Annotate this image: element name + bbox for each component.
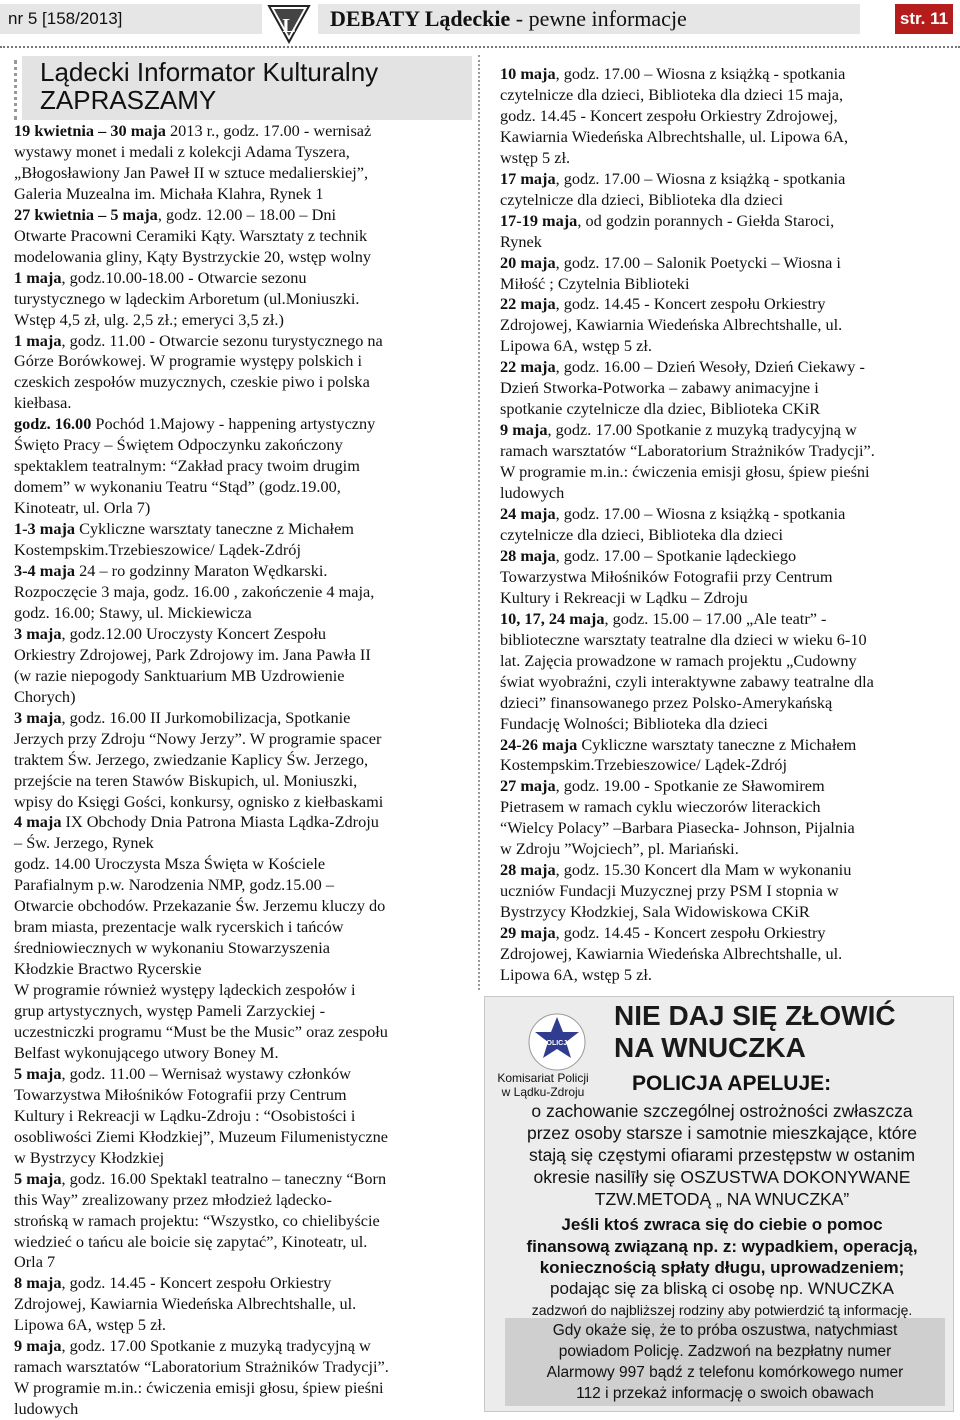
event-text: uczniów Fundacji Muzycznej przy PSM I stopnia w	[500, 881, 839, 901]
event-text: Bystrzycy Kłodzkiej, Sala Widowiskowa CKiR	[500, 902, 810, 922]
event-text: , godz. 17.00 Spotkanie z muzyką tradycyjną w	[61, 1336, 371, 1356]
event-text: – Św. Jerzego, Rynek	[14, 833, 154, 853]
event-line	[14, 1022, 474, 1043]
event-text: Galeria Muzealna im. Michała Klahra, Rynek 1	[14, 183, 324, 203]
event-line	[500, 881, 948, 902]
event-line	[14, 1169, 474, 1190]
event-date: 19 kwietnia – 30 maja	[14, 121, 166, 140]
event-text: godz. 14.45 - Koncert zespołu Orkiestry Zdrojowej,	[500, 105, 838, 125]
event-line	[500, 630, 948, 651]
event-line	[14, 1064, 474, 1085]
event-date: 28 maja	[500, 860, 556, 880]
event-line	[14, 561, 474, 582]
event-date: 1 maja	[14, 330, 62, 350]
event-text: czytelnicze dla dzieci, Biblioteka dla dzieci 15 maja,	[500, 84, 844, 104]
event-date: 29 maja	[500, 923, 556, 943]
event-text: Belfast wykonującego utwory Boney M.	[14, 1042, 279, 1062]
event-line	[14, 205, 474, 226]
event-line	[500, 902, 948, 923]
title-line-1: Lądecki Informator Kulturalny	[40, 57, 379, 87]
event-date: 1 maja	[14, 267, 62, 287]
event-text: , godz. 14.45 - Koncert zespołu Orkiestry	[555, 294, 826, 314]
poster-apel: POLICJA APELUJE:	[632, 1072, 832, 1095]
event-line	[14, 875, 474, 896]
event-text: Orkiestry Zdrojowej, Park Zdrojowy im. Jana Pawła II	[14, 644, 371, 664]
event-line	[500, 462, 948, 483]
event-text: Pochód 1.Majowy - happening artystyczny	[91, 414, 376, 434]
event-date: 3-4 maja	[14, 561, 76, 581]
event-line	[500, 85, 948, 106]
event-text: Towarzystwa Miłośników Fotografii przy Centrum	[500, 566, 833, 586]
event-text: ludowych	[500, 483, 565, 503]
event-line	[500, 735, 948, 756]
event-text: świat wyobraźni, czyli interaktywne zabawy teatralne dla	[500, 671, 874, 691]
event-line	[500, 923, 948, 944]
event-text: Chorych)	[14, 686, 76, 706]
event-text: Miłość ; Czytelnia Biblioteki	[500, 273, 690, 293]
paper-title	[318, 4, 860, 34]
event-line	[14, 1315, 474, 1336]
event-line	[14, 959, 474, 980]
event-text: “Wielcy Polacy” –Barbara Piasecka- Johnson, Pijalnia	[500, 818, 855, 838]
event-text: Fundację Wolności; Biblioteka dla dzieci	[500, 713, 768, 733]
event-line	[14, 163, 474, 184]
event-text: wiedzieć o tańcu ale boicie się zapytać”, Kinoteatr, ul.	[14, 1231, 368, 1251]
event-line	[500, 232, 948, 253]
event-line	[500, 378, 948, 399]
event-date: 27 maja	[500, 776, 556, 796]
event-text: Kłodzkie Bractwo Rycerskie	[14, 959, 202, 979]
poster-footer-line: powiadom Policję. Zadzwoń na bezpłatny numer	[558, 1343, 892, 1360]
event-line	[14, 854, 474, 875]
event-line	[14, 1211, 474, 1232]
event-text: osobliwości Ziemi Kłodzkiej”, Muzeum Filumenistyczne	[14, 1126, 388, 1146]
event-line	[14, 310, 474, 331]
poster-body-line: o zachowanie szczególnej ostrożności zwłaszcza	[531, 1101, 913, 1121]
event-line	[14, 708, 474, 729]
event-text: Kawiarnia Wiedeńska Albrechtshalle, ul. Lipowa 6A,	[500, 126, 849, 146]
event-date: godz. 16.00	[14, 414, 92, 434]
event-date: 9 maja	[14, 1336, 62, 1356]
event-text: godz. 14.00 Uroczysta Msza Święta w Kościele	[14, 854, 326, 874]
event-line	[14, 414, 474, 435]
event-text: bram miasta, prezentacje walk rycerskich i tańców	[14, 917, 344, 937]
event-date: 9 maja	[500, 420, 548, 440]
event-line	[14, 1148, 474, 1169]
column-divider	[478, 55, 480, 990]
event-text: Święto Pracy – Świętem Odpoczynku zakończony	[14, 435, 343, 455]
event-line	[500, 525, 948, 546]
event-line	[500, 483, 948, 504]
event-line	[500, 839, 948, 860]
left-margin-dots	[14, 60, 17, 120]
event-date: 24-26 maja	[500, 734, 578, 754]
poster-warning-line: Jeśli ktoś zwraca się do ciebie o pomoc	[561, 1215, 883, 1234]
header-divider	[0, 46, 960, 48]
right-column-events	[500, 64, 948, 986]
event-text: modelowania gliny, Kąty Bystrzyckie 20, wstęp wolny	[14, 246, 372, 266]
event-date: 22 maja	[500, 294, 556, 314]
event-text: , godz. 17.00 – Salonik Poetycki – Wiosna i	[555, 252, 841, 272]
event-text: turystycznego w lądeckim Arboretum (ul.Moniuszki.	[14, 288, 360, 308]
event-line	[14, 1190, 474, 1211]
event-text: spektaklem teatralnym: “Zakład pracy twoim drugim	[14, 456, 360, 476]
police-badge-icon	[522, 1012, 592, 1072]
event-line	[14, 1378, 474, 1399]
event-text: Kostempskim.Trzebieszowice/ Lądek-Zdrój	[500, 755, 787, 775]
poster-body-line: stają się częstymi ofiarami przestępstw w ostanim	[528, 1145, 916, 1165]
event-line	[14, 142, 474, 163]
poster-footer-line: Alarmowy 997 bądź z telefonu komórkowego numer	[546, 1364, 904, 1381]
event-date: 17 maja	[500, 168, 556, 188]
event-text: średniowiecznych w wykonaniu Stowarzyszenia	[14, 938, 331, 958]
event-text: ramach warsztatów “Laboratorium Strażników Tradycji”.	[500, 441, 875, 461]
event-line	[500, 651, 948, 672]
event-line	[14, 1336, 474, 1357]
event-line	[14, 1001, 474, 1022]
event-date: 10, 17, 24 maja	[500, 608, 605, 628]
title-line-2: ZAPRASZAMY	[40, 85, 217, 115]
paper-name: DEBATY Lądeckie	[330, 6, 511, 31]
event-text: Zdrojowej, Kawiarnia Wiedeńska Albrechtshalle, ul.	[500, 315, 843, 335]
event-text: Cykliczne warsztaty taneczne z Michałem	[577, 734, 857, 754]
event-text: , godz. 14.45 - Koncert zespołu Orkiestry	[61, 1273, 332, 1293]
event-line	[500, 399, 948, 420]
event-text: Lipowa 6A, wstęp 5 zł.	[500, 336, 652, 356]
event-text: , godz. 12.00 – 18.00 – Dni	[157, 204, 336, 224]
poster-footer-line: Gdy okaże się, że to próba oszustwa, natychmiast	[552, 1322, 898, 1339]
event-text: traktem Św. Jerzego, zwiedzanie Kaplicy Św. Jerzego,	[14, 749, 369, 769]
event-line	[14, 1085, 474, 1106]
event-date: 22 maja	[500, 357, 556, 377]
event-line	[14, 812, 474, 833]
event-line	[14, 792, 474, 813]
poster-warning-line: finansową związaną np. z: wypadkiem, operacją,	[526, 1236, 918, 1256]
event-line	[14, 833, 474, 854]
event-text: , godz. 17.00 – Wiosna z książką - spotkania	[555, 64, 846, 83]
event-line	[14, 477, 474, 498]
badge-text: POLICJA	[541, 1040, 573, 1047]
event-line	[500, 211, 948, 232]
event-text: ludowych	[14, 1399, 79, 1419]
event-date: 3 maja	[14, 623, 62, 643]
event-line	[500, 274, 948, 295]
event-line	[14, 456, 474, 477]
event-text: 2013 r., godz. 17.00 - wernisaż	[165, 121, 372, 140]
event-line	[500, 253, 948, 274]
event-line	[500, 504, 948, 525]
event-text: Zdrojowej, Kawiarnia Wiedeńska Albrechtshalle, ul.	[500, 944, 843, 964]
event-line	[500, 588, 948, 609]
poster-body-line: TZW.METODĄ „ NA WNUCZKA”	[594, 1189, 850, 1209]
poster-body-line: przez osoby starsze i samotnie mieszkające, które	[526, 1123, 918, 1143]
event-text: , godz. 16.00 Spektakl teatralno – taneczny “Born	[61, 1168, 387, 1188]
section-title	[40, 58, 470, 114]
event-line	[500, 567, 948, 588]
event-line	[500, 672, 948, 693]
event-text: , godz. 19.00 - Spotkanie ze Sławomirem	[555, 776, 825, 796]
event-line	[500, 190, 948, 211]
event-text: , godz.10.00-18.00 - Otwarcie sezonu	[61, 267, 307, 287]
event-line	[500, 714, 948, 735]
event-text: this Way” zrealizowany przez młodzież lądecko-	[14, 1189, 332, 1209]
event-text: ramach warsztatów “Laboratorium Strażników Tradycji”.	[14, 1357, 389, 1377]
event-text: Rynek	[500, 231, 542, 251]
event-line	[14, 289, 474, 310]
event-text: wstęp 5 zł.	[500, 147, 571, 167]
poster-headline-2: NA WNUCZKA	[614, 1032, 806, 1063]
event-line	[14, 331, 474, 352]
event-line	[500, 944, 948, 965]
komisariat-label	[488, 1071, 598, 1099]
event-text: Cykliczne warsztaty taneczne z Michałem	[75, 519, 354, 539]
event-line	[14, 519, 474, 540]
event-text: , godz. 15.00 – 17.00 „Ale teatr” -	[604, 608, 827, 628]
logo-letter: L	[282, 15, 296, 37]
event-date: 5 maja	[14, 1168, 62, 1188]
event-line	[14, 582, 474, 603]
event-line	[14, 268, 474, 289]
event-line	[14, 1127, 474, 1148]
event-line	[500, 441, 948, 462]
event-text: wystawy monet i medali z kolekcji Adama Tyszera,	[14, 141, 350, 161]
event-line	[14, 603, 474, 624]
event-date: 17-19 maja	[500, 210, 578, 230]
event-text: W programie również występy lądeckich zespołów i	[14, 980, 356, 1000]
event-line	[14, 498, 474, 519]
event-text: czytelnicze dla dzieci, Biblioteka dla dzieci	[500, 189, 783, 209]
event-line	[14, 1294, 474, 1315]
event-line	[14, 624, 474, 645]
event-text: Lipowa 6A, wstęp 5 zł.	[14, 1315, 166, 1335]
event-line	[14, 1043, 474, 1064]
event-line	[14, 917, 474, 938]
event-text: godz. 16.00; Stawy, ul. Mickiewicza	[14, 602, 252, 622]
event-line	[500, 818, 948, 839]
event-text: strońską w ramach projektu: “Wszystko, co chielibyście	[14, 1210, 380, 1230]
event-line	[14, 121, 474, 142]
event-date: 1-3 maja	[14, 519, 76, 539]
event-text: Kultury i Rekreacji w Lądku – Zdroju	[500, 587, 748, 607]
event-text: Wstęp 4,5 zł, ulg. 2,5 zł.; emeryci 3,5 zł.)	[14, 309, 284, 329]
komisariat-line-2: w Lądku-Zdroju	[501, 1085, 585, 1099]
event-line	[14, 226, 474, 247]
event-text: Kultury i Rekreacji w Lądku-Zdroju : “Osobistości i	[14, 1105, 356, 1125]
event-text: (w razie niepogody Sanktuarium MB Uzdrowienie	[14, 665, 345, 685]
event-line	[14, 1357, 474, 1378]
event-text: domem” w wykonaniu Teatru “Stąd” (godz.19.00,	[14, 477, 341, 497]
komisariat-line-1: Komisariat Policji	[497, 1071, 589, 1085]
event-text: , godz. 11.00 – Wernisaż wystawy członków	[61, 1063, 351, 1083]
event-line	[500, 965, 948, 986]
event-line	[14, 372, 474, 393]
left-column-events	[14, 121, 474, 1420]
event-date: 3 maja	[14, 707, 62, 727]
event-text: „Błogosławiony Jan Paweł II w sztuce medalierskiej”,	[14, 162, 369, 182]
event-line	[14, 687, 474, 708]
poster-advice: zadzwoń do najbliższej rodziny aby potwierdzić tą informację.	[531, 1302, 913, 1318]
event-text: wpisy do Księgi Gości, konkursy, ognisko z kiełbaskami	[14, 791, 384, 811]
event-text: czytelnicze dla dzieci, Biblioteka dla dzieci	[500, 524, 783, 544]
event-line	[14, 896, 474, 917]
event-text: , godz. 16.00 – Dzień Wesoły, Dzień Ciekawy -	[555, 357, 865, 377]
poster-body	[492, 1100, 952, 1210]
event-text: grup artystycznych, występ Pameli Zarzyckiej -	[14, 1001, 326, 1021]
poster-footer-line: 112 i przekaż informację o swoich obawach	[576, 1385, 874, 1402]
event-line	[500, 336, 948, 357]
event-line	[500, 776, 948, 797]
event-text: biblioteczne warsztaty teatralne dla dzieci w wieku 6-10	[500, 629, 867, 649]
event-line	[500, 64, 948, 85]
event-text: , godz. 16.00 II Jurkomobilizacja, Spotkanie	[61, 707, 351, 727]
event-text: , godz. 17.00 Spotkanie z muzyką tradycyjną w	[547, 420, 857, 440]
event-line	[500, 420, 948, 441]
event-text: Kostempskim.Trzebieszowice/ Lądek-Zdrój	[14, 540, 301, 560]
event-date: 24 maja	[500, 504, 556, 524]
event-text: , godz. 17.00 – Wiosna z książką - spotkania	[555, 504, 846, 524]
event-line	[500, 797, 948, 818]
event-text: IX Obchody Dnia Patrona Miasta Lądka-Zdroju	[61, 812, 379, 832]
event-text: W programie m.in.: ćwiczenia emisji głosu, śpiew pieśni	[500, 462, 870, 482]
event-text: Dzień Stworka-Potworka – zabawy animacyjne i	[500, 378, 819, 398]
event-text: Rozpoczęcie 3 maja, godz. 16.00 , zakończenie 4 maja,	[14, 581, 375, 601]
event-text: uczestniczki programu “Must be the Music” oraz zespołu	[14, 1021, 388, 1041]
event-text: spotkanie czytelnicze dla dziec, Biblioteka CKiR	[500, 399, 821, 419]
event-date: 20 maja	[500, 252, 556, 272]
event-line	[14, 1399, 474, 1420]
poster-body-line: okresie nasilīły się OSZUSTWA DOKONYWANE	[533, 1167, 911, 1187]
event-date: 27 kwietnia – 5 maja	[14, 204, 158, 224]
event-text: Parafialnym p.w. Narodzenia NMP, godz.15.00 –	[14, 875, 334, 895]
debaty-logo	[266, 2, 312, 44]
event-line	[14, 666, 474, 687]
event-text: Pietrasem w ramach cyklu wieczorów literackich	[500, 797, 821, 817]
event-text: Zdrojowej, Kawiarnia Wiedeńska Albrechtshalle, ul.	[14, 1294, 357, 1314]
event-line	[500, 609, 948, 630]
event-line	[14, 1232, 474, 1253]
event-text: Otwarcie obchodów. Przekazanie Św. Jerzemu kluczy do	[14, 896, 386, 916]
event-text: , godz. 14.45 - Koncert zespołu Orkiestry	[555, 923, 826, 943]
event-text: , godz.12.00 Uroczysty Koncert Zespołu	[61, 623, 326, 643]
event-date: 5 maja	[14, 1063, 62, 1083]
event-line	[500, 860, 948, 881]
event-text: , godz. 11.00 - Otwarcie sezonu turystycznego na	[61, 330, 383, 350]
paper-tagline: - pewne informacje	[510, 6, 687, 31]
event-date: 4 maja	[14, 812, 62, 832]
event-text: w Bystrzycy Kłodzkiej	[14, 1147, 165, 1167]
event-line	[14, 540, 474, 561]
event-line	[14, 351, 474, 372]
poster-warning-line: koniecznością spłaty długu, uprowadzeniem;	[539, 1258, 905, 1277]
event-text: przejście na teren Stawów Biskupich, ul. Moniuszki,	[14, 770, 358, 790]
event-text: lat. Zajęcia prowadzone w ramach projektu „Cudowny	[500, 650, 857, 670]
event-text: Górze Borówkowej. W programie występy polskich i	[14, 351, 363, 371]
poster-footer	[505, 1320, 945, 1404]
poster-headline-1: NIE DAJ SIĘ ZŁOWIĆ	[614, 1000, 896, 1031]
event-line	[500, 315, 948, 336]
event-line	[14, 1252, 474, 1273]
event-text: Lipowa 6A, wstęp 5 zł.	[500, 964, 652, 984]
event-text: w Zdroju ”Wojciech”, pl. Mariański.	[500, 839, 739, 859]
event-text: kiełbasa.	[14, 393, 72, 413]
event-date: 28 maja	[500, 545, 556, 565]
event-line	[14, 750, 474, 771]
event-line	[500, 169, 948, 190]
page-header	[0, 0, 960, 44]
event-text: , godz. 15.30 Koncert dla Mam w wykonaniu	[555, 860, 852, 880]
event-date: 10 maja	[500, 64, 556, 83]
event-text: W programie m.in.: ćwiczenia emisji głosu, śpiew pieśni	[14, 1378, 384, 1398]
event-line	[14, 645, 474, 666]
event-text: , godz. 17.00 – Spotkanie lądeckiego	[555, 545, 797, 565]
event-line	[14, 1273, 474, 1294]
event-line	[500, 693, 948, 714]
event-line	[500, 755, 948, 776]
event-line	[14, 771, 474, 792]
event-line	[14, 729, 474, 750]
event-line	[14, 938, 474, 959]
event-date: 8 maja	[14, 1273, 62, 1293]
event-text: , od godzin porannych - Giełda Staroci,	[577, 210, 835, 230]
event-text: Orla 7	[14, 1252, 56, 1272]
event-line	[500, 546, 948, 567]
event-text: Otwarte Pracowni Ceramiki Kąty. Warsztaty z technik	[14, 225, 368, 245]
event-line	[14, 393, 474, 414]
event-text: dzieci” finansowanego przez Polsko-Amerykańską	[500, 692, 833, 712]
poster-headline	[614, 1000, 954, 1064]
poster-warning	[492, 1214, 952, 1279]
event-text: Jerzych przy Zdroju “Nowy Jerzy”. W programie spacer	[14, 728, 382, 748]
event-line	[14, 247, 474, 268]
issue-number: nr 5 [158/2013]	[0, 4, 262, 34]
poster-note: podając się za bliską ci osobę np. WNUCZKA	[550, 1279, 894, 1298]
event-text: Towarzystwa Miłośników Fotografii przy Centrum	[14, 1084, 347, 1104]
event-line	[14, 980, 474, 1001]
event-line	[14, 184, 474, 205]
event-line	[14, 1106, 474, 1127]
event-text: 24 – ro godzinny Maraton Wędkarski.	[75, 561, 328, 581]
event-text: czeskich zespołów muzycznych, czeskie piwo i polska	[14, 372, 370, 392]
event-text: Kinoteatr, ul. Orla 7)	[14, 498, 151, 518]
event-line	[500, 106, 948, 127]
event-line	[500, 127, 948, 148]
event-text: , godz. 17.00 – Wiosna z książką - spotkania	[555, 168, 846, 188]
page-number-badge: str. 11	[895, 4, 953, 34]
event-line	[500, 148, 948, 169]
event-line	[500, 357, 948, 378]
event-line	[14, 435, 474, 456]
event-line	[500, 294, 948, 315]
